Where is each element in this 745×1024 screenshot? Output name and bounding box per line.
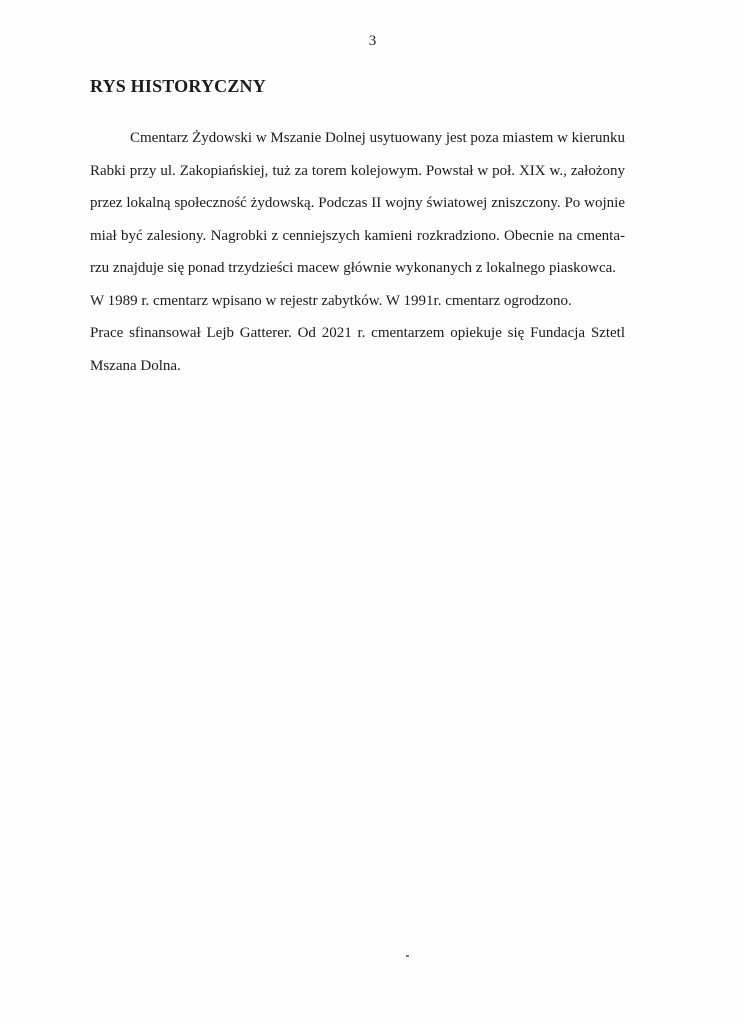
text-line: Mszana Dolna.	[90, 357, 181, 374]
text-line: Prace sfinansował Lejb Gatterer. Od 2021 r. cmentarzem opiekuje się Fundacja Sztetl	[90, 325, 625, 341]
text-line: miał być zalesiony. Nagrobki z cenniejszych kamieni rozkradziono. Obecnie na cmenta-	[90, 227, 625, 244]
page-number: 3	[368, 33, 377, 49]
text-line: Rabki przy ul. Zakopiańskiej, tuż za torem kolejowym. Powstał w poł. XIX w., założony	[90, 162, 625, 179]
text-line: Cmentarz Żydowski w Mszanie Dolnej usytuowany jest poza miastem w kierunku	[130, 130, 625, 146]
section-heading: RYS HISTORYCZNY	[90, 76, 266, 96]
text-line: rzu znajduje się ponad trzydzieści macew głównie wykonanych z lokalnego piaskowca.	[90, 260, 617, 276]
text-line: W 1989 r. cmentarz wpisano w rejestr zabytków. W 1991r. cmentarz ogrodzono.	[90, 292, 572, 309]
scan-speck	[406, 955, 409, 957]
text-line: przez lokalną społeczność żydowską. Podczas II wojny światowej zniszczony. Po wojnie	[90, 195, 625, 211]
body-paragraphs	[90, 122, 625, 382]
